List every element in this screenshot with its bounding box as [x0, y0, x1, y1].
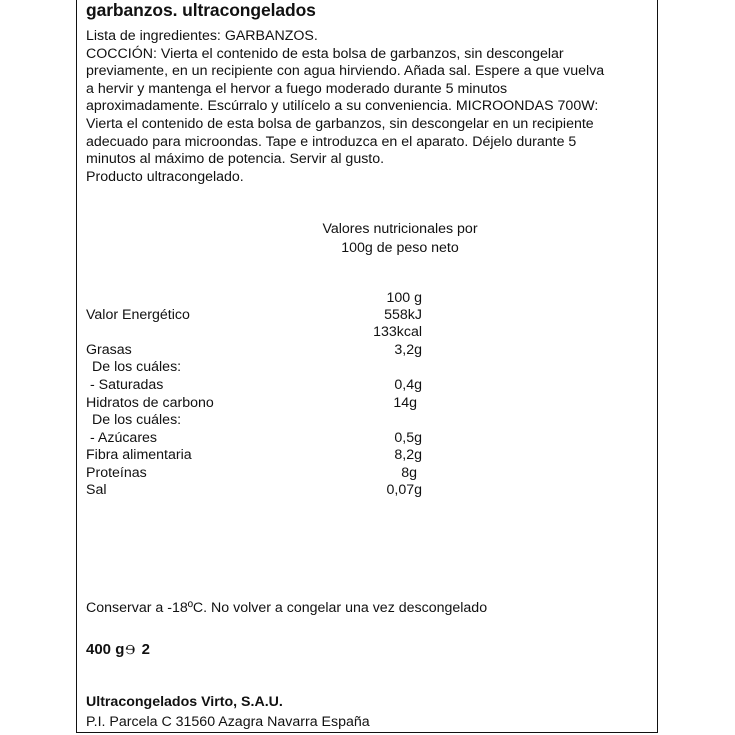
- storage-instructions: Conservar a -18ºC. No volver a congelar una vez descongelado: [86, 600, 488, 616]
- company-address: P.I. Parcela C 31560 Azagra Navarra España: [86, 714, 370, 730]
- nutrient-label: - Azúcares: [90, 430, 158, 446]
- nutrient-value: 14g: [393, 395, 417, 411]
- nutrient-label: Fibra alimentaria: [86, 447, 192, 463]
- nutrient-value: 0,4g: [394, 377, 422, 393]
- net-weight: 400 g: [86, 641, 125, 658]
- nutrient-value: 0,5g: [394, 430, 422, 446]
- cooking-line: minutos al máximo de potencia. Servir al gusto.: [86, 151, 385, 168]
- energy-kj: 558kJ: [384, 307, 422, 323]
- product-type: Producto ultracongelado.: [86, 168, 244, 185]
- cooking-line: a hervir y mantenga el hervor a fuego moderado durante 5 minutos: [86, 80, 508, 97]
- nutrient-sublabel: De los cuáles:: [92, 359, 182, 375]
- energy-label: Valor Energético: [86, 307, 190, 323]
- cooking-line: Vierta el contenido de esta bolsa de garbanzos, sin descongelar en un recipiente: [86, 115, 594, 132]
- nutrient-label: - Saturadas: [90, 377, 164, 393]
- nutrient-label: Hidratos de carbono: [86, 395, 214, 411]
- energy-kcal: 133kcal: [373, 324, 422, 340]
- nutrient-label: Grasas: [86, 342, 132, 358]
- description-block: [86, 28, 652, 186]
- estimated-sign-icon: ℮: [125, 639, 136, 658]
- nutrient-value: 0,07g: [386, 482, 422, 498]
- nutrient-value: 8g: [401, 465, 417, 481]
- cooking-line: COCCIÓN: Vierta el contenido de esta bolsa de garbanzos, sin descongelar: [86, 45, 564, 62]
- ingredients-line: Lista de ingredientes: GARBANZOS.: [86, 28, 318, 44]
- cooking-line: adecuado para microondas. Tape e introduzca en el aparato. Déjelo durante 5: [86, 133, 577, 150]
- cooking-line: aproximadamente. Escúrralo y utilícelo a su conveniencia. MICROONDAS 700W:: [86, 98, 599, 115]
- nutrient-sublabel: De los cuáles:: [92, 412, 182, 428]
- nutrient-value: 8,2g: [394, 447, 422, 463]
- servings-count: 2: [141, 641, 150, 658]
- nutrition-header-line1: Valores nutricionales por: [322, 221, 478, 237]
- nutrient-label: Proteínas: [86, 465, 147, 481]
- nutrient-label: Sal: [86, 482, 107, 498]
- nutrient-value: 3,2g: [394, 342, 422, 358]
- company-name: Ultracongelados Virto, S.A.U.: [86, 694, 283, 710]
- net-weight-line: [86, 640, 150, 659]
- cooking-line: previamente, en un recipiente con agua hirviendo. Añada sal. Espere a que vuelva: [86, 63, 605, 80]
- nutrition-column-header: 100 g: [386, 290, 422, 306]
- product-title: garbanzos. ultracongelados: [86, 0, 316, 20]
- nutrition-header-line2: 100g de peso neto: [341, 240, 459, 256]
